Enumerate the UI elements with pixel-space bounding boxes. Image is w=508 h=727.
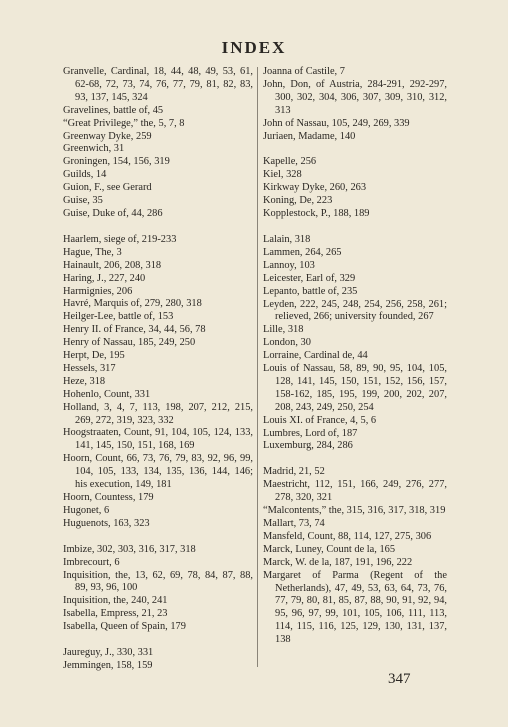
index-entry: Hoorn, Count, 66, 73, 76, 79, 83, 92, 96, 99, 104, 105, 133, 134, 135, 136, 144, 146; his execution, 149, 181 [63,453,253,491]
index-entry: Hessels, 317 [63,362,116,374]
index-entry: Greenway Dyke, 259 [63,130,152,142]
index-entry: Marck, Luney, Count de la, 165 [263,543,396,555]
index-entry: Louis XI. of France, 4, 5, 6 [263,414,377,426]
letter-group-gap [63,634,253,647]
page-heading: INDEX [221,38,287,57]
index-entry: Luxemburg, 284, 286 [263,440,353,452]
index-entry: Lorraine, Cardinal de, 44 [263,350,368,362]
index-entry: Lalain, 318 [263,233,311,245]
index-entry: “Malcontents,” the, 315, 316, 317, 318, 319 [263,505,446,517]
index-entry: Kapelle, 256 [263,156,317,168]
index-entry: Lille, 318 [263,324,304,336]
index-entry: Henry of Nassau, 185, 249, 250 [63,337,196,349]
letter-group-gap [263,453,447,466]
index-entry: Hohenlo, Count, 331 [63,388,151,400]
index-entry: Lannoy, 103 [263,259,315,271]
index-entry: Inquisition, the, 13, 62, 69, 78, 84, 87, 88, 89, 93, 96, 100 [63,569,253,594]
index-entry: Hainault, 206, 208, 318 [63,259,162,271]
index-entry: John of Nassau, 105, 249, 269, 339 [263,117,410,129]
index-entry: Hoorn, Countess, 179 [63,492,154,503]
letter-group-gap [63,531,253,544]
index-entry: Haring, J., 227, 240 [63,272,146,284]
page-number: 347 [388,671,411,687]
index-entry: Kopplestock, P., 188, 189 [263,208,370,220]
index-entry: Marck, W. de la, 187, 191, 196, 222 [263,556,413,568]
index-entry: Imbize, 302, 303, 316, 317, 318 [63,543,196,555]
index-entry: Leyden, 222, 245, 248, 254, 256, 258, 261; relieved, 266; university founded, 267 [263,298,447,323]
index-entry: Mallart, 73, 74 [263,518,325,529]
index-entry: Hugonet, 6 [63,504,110,516]
index-entry: Kirkway Dyke, 260, 263 [263,182,367,194]
index-entry: Joanna of Castile, 7 [263,66,345,77]
index-entry: Gravelines, battle of, 45 [63,104,164,116]
index-entry: “Great Privilege,” the, 5, 7, 8 [63,117,185,129]
index-entry: Louis of Nassau, 58, 89, 90, 95, 104, 105, 128, 141, 145, 150, 151, 152, 156, 157, 158-162, 185, 195, 199, 200, 202, 207, 208, 243, 249, 250, 254 [263,363,447,413]
index-entry: Hoogstraaten, Count, 91, 104, 105, 124, 133, 141, 145, 150, 151, 168, 169 [63,427,253,452]
index-entry: Isabella, Queen of Spain, 179 [63,621,186,633]
index-entry: Heze, 318 [63,375,106,387]
index-entry: Jaureguy, J., 330, 331 [63,647,154,659]
index-entry: Mansfeld, Count, 88, 114, 127, 275, 306 [263,530,432,542]
letter-group-gap [263,143,447,156]
index-column-right [263,66,447,647]
index-entry: Havré, Marquis of, 279, 280, 318 [63,298,202,310]
index-entry: Groningen, 154, 156, 319 [63,156,170,168]
index-entry: Harmignies, 206 [63,285,133,297]
index-entry: John, Don, of Austria, 284-291, 292-297, 300, 302, 304, 306, 307, 309, 310, 312, 313 [263,78,447,116]
index-entry: Guilds, 14 [63,169,107,181]
letter-group-gap [263,221,447,234]
index-entry: Maestricht, 112, 151, 166, 249, 276, 277, 278, 320, 321 [263,479,447,504]
index-entry: Margaret of Parma (Regent of the Netherlands), 47, 49, 53, 63, 64, 73, 76, 77, 79, 80, 81, 85, 87, 88, 90, 91, 92, 94, 95, 96, 97, 99, 101, 105, 106, 111, 113, 114, 115, 116, 125, 129, 130, 131, 137, 138 [263,569,447,646]
index-entry: Huguenots, 163, 323 [63,517,150,529]
index-entry: Kiel, 328 [263,169,302,181]
index-entry: Madrid, 21, 52 [263,466,325,478]
index-entry: Holland, 3, 4, 7, 113, 198, 207, 212, 215, 269, 272, 319, 323, 332 [63,401,253,426]
index-entry: Lumbres, Lord of, 187 [263,427,358,439]
index-entry: Granvelle, Cardinal, 18, 44, 48, 49, 53, 61, 62-68, 72, 73, 74, 76, 77, 79, 81, 82, 83, 93, 137, 145, 324 [63,66,253,103]
index-entry: Heilger-Lee, battle of, 153 [63,311,174,323]
index-entry: Greenwich, 31 [63,143,125,155]
index-entry: Lammen, 264, 265 [263,246,342,258]
index-entry: Juriaen, Madame, 140 [263,130,356,142]
column-divider [257,67,258,667]
index-entry: Koning, De, 223 [263,195,333,207]
index-entry: Guise, 35 [63,195,103,207]
index-entry: Herpt, De, 195 [63,350,125,362]
index-entry: Hague, The, 3 [63,246,122,258]
index-entry: Jemmingen, 158, 159 [63,659,153,671]
index-column-left [63,66,253,673]
index-entry: London, 30 [263,337,311,349]
index-entry: Guion, F., see Gerard [63,182,152,194]
index-entry: Haarlem, siege of, 219-233 [63,233,177,245]
index-entry: Leicester, Earl of, 329 [263,272,356,284]
index-entry: Isabella, Empress, 21, 23 [63,608,168,620]
letter-group-gap [63,221,253,234]
index-entry: Lepanto, battle of, 235 [263,285,358,297]
index-entry: Inquisition, the, 240, 241 [63,595,168,607]
index-entry: Henry II. of France, 34, 44, 56, 78 [63,324,206,336]
index-entry: Imbrecourt, 6 [63,556,120,568]
index-entry: Guise, Duke of, 44, 286 [63,207,163,219]
